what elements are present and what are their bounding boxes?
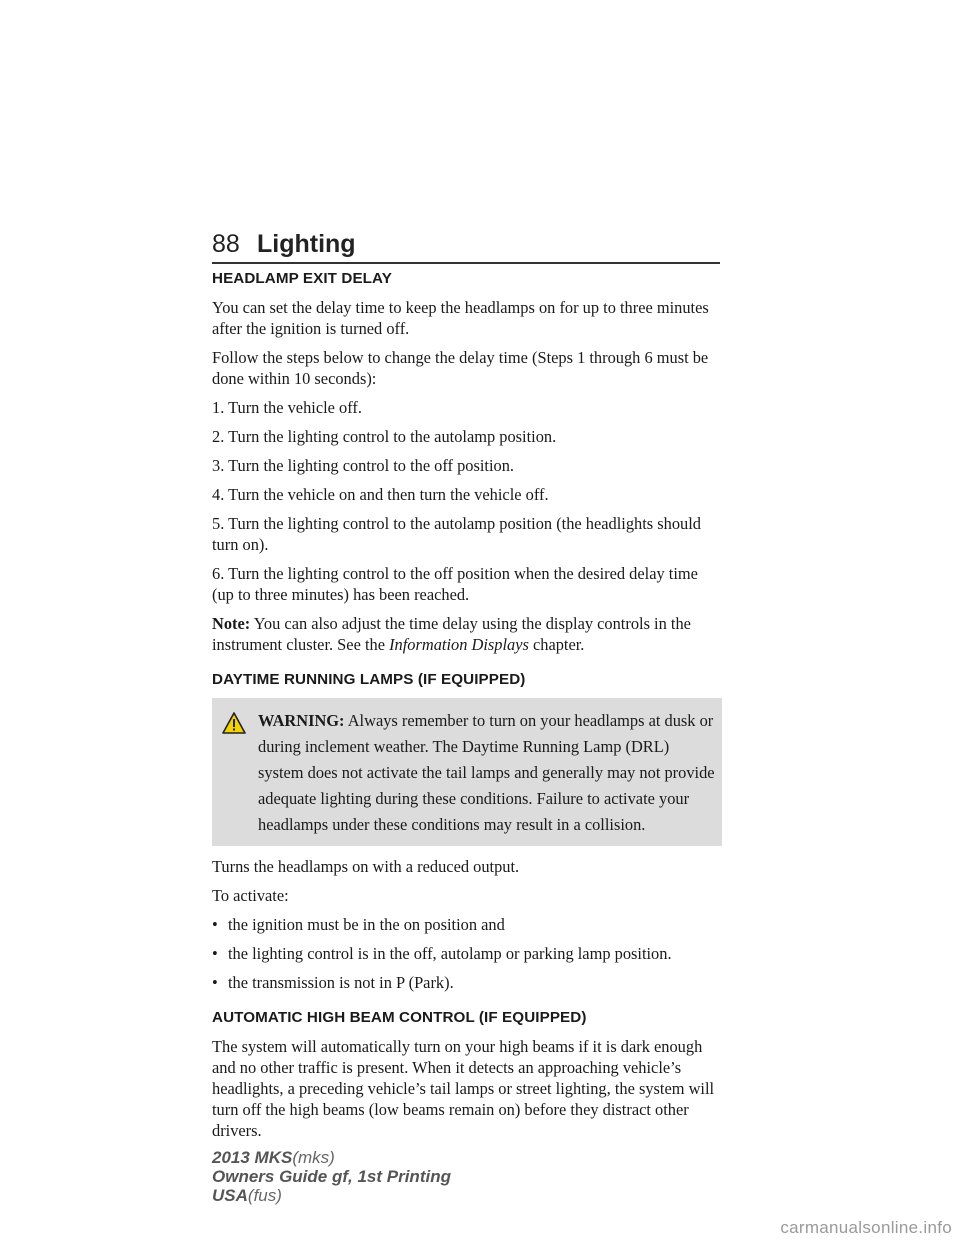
footer-region-code: (fus) <box>247 1186 282 1205</box>
page-footer <box>212 1148 451 1205</box>
drl-activate-label: To activate: <box>212 886 289 905</box>
list-item <box>212 914 722 935</box>
bullet-icon: • <box>212 915 218 934</box>
page-header <box>212 228 720 264</box>
warning-box <box>212 698 722 846</box>
step-item: 3. Turn the lighting control to the off position. <box>212 456 515 475</box>
note-label: Note: <box>212 614 251 633</box>
heading-high-beam: AUTOMATIC HIGH BEAM CONTROL (IF EQUIPPED) <box>212 1009 587 1026</box>
page-number: 88 <box>212 230 240 258</box>
chapter-title: Lighting <box>257 230 356 258</box>
drl-description: Turns the headlamps on with a reduced output. <box>212 857 520 876</box>
exit-delay-follow: Follow the steps below to change the delay time (Steps 1 through 6 must be done within 10 seconds): <box>212 348 709 388</box>
exit-delay-intro: You can set the delay time to keep the headlamps on for up to three minutes after the ignition is turned off. <box>212 298 709 338</box>
step-item: 4. Turn the vehicle on and then turn the vehicle off. <box>212 485 549 504</box>
list-item <box>212 972 722 993</box>
heading-exit-delay: HEADLAMP EXIT DELAY <box>212 270 392 287</box>
footer-model-code: (mks) <box>292 1148 335 1167</box>
list-item-text: the ignition must be in the on position and <box>228 915 505 934</box>
bullet-icon: • <box>212 944 218 963</box>
activate-conditions-list <box>212 914 722 993</box>
page-body <box>212 268 722 1149</box>
step-item: 5. Turn the lighting control to the autolamp position (the headlights should turn on). <box>212 514 701 554</box>
warning-triangle-icon <box>222 712 246 734</box>
footer-region-line <box>212 1186 451 1205</box>
note-paragraph <box>212 613 722 655</box>
warning-text: Always remember to turn on your headlamps at dusk or during inclement weather. The Daytime Running Lamp (DRL) system does not activate the tail lamps and generally may not provide adequate lighting during these conditions. Failure to activate your headlamps under these conditions may result in a collision. <box>258 711 715 834</box>
footer-model: 2013 MKS <box>212 1148 293 1167</box>
step-item: 1. Turn the vehicle off. <box>212 398 362 417</box>
step-item: 2. Turn the lighting control to the autolamp position. <box>212 427 557 446</box>
warning-label: WARNING: <box>258 711 345 730</box>
note-text: You can also adjust the time delay using the display controls in the instrument cluster. See the <box>212 614 691 654</box>
footer-model-line <box>212 1148 451 1167</box>
heading-drl: DAYTIME RUNNING LAMPS (IF EQUIPPED) <box>212 671 526 688</box>
list-item-text: the lighting control is in the off, autolamp or parking lamp position. <box>228 944 672 963</box>
high-beam-text: The system will automatically turn on your high beams if it is dark enough and no other traffic is present. When it detects an approaching vehicle’s headlights, a preceding vehicle’s tail lamps or street lighting, the system will turn off the high beams (low beams remain on) before they distract other drivers. <box>212 1037 715 1140</box>
note-chapter-reference: Information Displays <box>389 635 529 654</box>
warning-content <box>214 708 718 838</box>
footer-region: USA <box>212 1186 248 1205</box>
footer-guide: Owners Guide gf, 1st Printing <box>212 1167 451 1186</box>
list-item-text: the transmission is not in P (Park). <box>228 973 454 992</box>
list-item <box>212 943 722 964</box>
bullet-icon: • <box>212 973 218 992</box>
footer-guide-line <box>212 1167 451 1186</box>
note-end: chapter. <box>532 635 585 654</box>
watermark: carmanualsonline.info <box>780 1218 952 1237</box>
step-item: 6. Turn the lighting control to the off position when the desired delay time (up to three minutes) has been reached. <box>212 564 698 604</box>
